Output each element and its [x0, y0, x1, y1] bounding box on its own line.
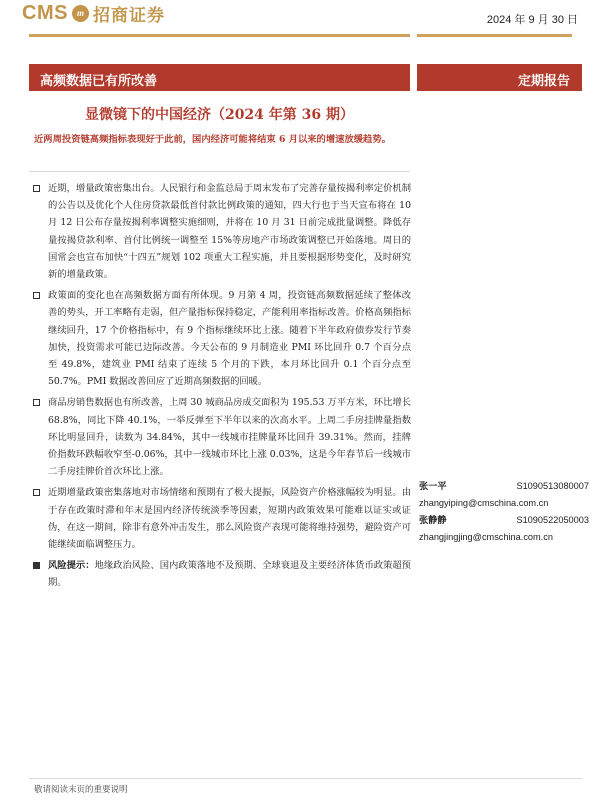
analyst-email: zhangyiping@cmschina.com.cn: [419, 498, 549, 508]
header-divider-left: [29, 34, 410, 37]
report-type-banner: [417, 64, 582, 91]
analyst-email: zhangjingjing@cmschina.com.cn: [419, 532, 553, 542]
header-divider-right: [417, 34, 572, 37]
analyst-license-id: S1090513080007: [516, 481, 589, 491]
report-date: 2024 年 9 月 30 日: [486, 14, 578, 26]
footer-divider: [29, 778, 582, 779]
summary-text: 近两周投资链高频指标表现好于此前，国内经济可能将结束 6 月以来的增速放缓趋势。: [34, 134, 391, 145]
risk-text: 地缘政治风险、国内政策落地不及预期、全球衰退及主要经济体货币政策超预期。: [48, 560, 411, 589]
headline-text: 高频数据已有所改善: [40, 74, 158, 89]
analyst-name: 张一平: [419, 481, 447, 492]
bullet-text: 近期增量政策密集落地对市场情绪和预期有了极大提振，风险资产价格涨幅较为明显。由于存在政策时滞和年末是国内经济传统淡季等因素，短期内政策效果可能难以证实或证伪，在这一期间，除非有意外冲击发生，那么风险资产表现可能将维持强势，避险资产可能继续面临调整压力。: [48, 487, 411, 551]
analyst-license-id: S1090522050003: [516, 515, 589, 525]
bullet-text: 近期，增量政策密集出台。人民银行和金监总局于周末发布了完善存量按揭利率定价机制的公告以及优化个人住房贷款最低首付款比例政策的通知，四大行也于当天宣布将在 10 月 12 日公布存量按揭利率调整实施细则，并将在 10 月 31 日前完成批量调整。降低存量按揭贷款利率、首付比例统一调整至 15%等房地产市场政策调整已开始落地。周日的国常会也宣布加快“十四五”规划 102 项重大工程实施，并且要根据形势变化，及时研究新的增量政策。: [48, 183, 411, 281]
bullet-text: 政策面的变化也在高频数据方面有所体现。9 月第 4 周，投资链高频数据延续了整体改善的势头，开工率略有走弱，但产量指标保持稳定，产能利用率指标改善。价格高频指标继续回升，17 个价格指标中，有 9 个指标继续环比上涨。随着下半年政府债券发行节奏加快，投资需求可能已边际改善。今天公布的 9 月制造业 PMI 环比回升 0.7 个百分点至 49.8%，建筑业 PMI 结束了连续 5 个月的下跌，本月环比回升 0.1 个百分点至 50.7%。PMI 数据改善回应了近期高频数据的回暖。: [48, 290, 411, 388]
bullet-list: [33, 180, 411, 596]
bullet-item: [33, 484, 411, 553]
bullet-square-icon: [33, 489, 40, 496]
bullet-item: [33, 180, 411, 283]
bullet-square-icon: [33, 292, 40, 299]
bullet-item: [33, 287, 411, 390]
bullet-item: [33, 394, 411, 480]
risk-warning: [33, 557, 411, 591]
logo-chinese-name: 招商证券: [92, 5, 165, 26]
headline-banner: [29, 64, 410, 91]
summary-divider: [29, 171, 410, 172]
bullet-text: 商品房销售数据也有所改善，上周 30 城商品房成交面积为 195.53 万平方米，环比增长 68.8%，同比下降 40.1%，一举反弹至下半年以来的次高水平。上周二手房挂牌量指数环比明显回升，读数为 34.84%，其中一线城市挂牌量环比回升 39.31%。然而，挂牌价指数环跌幅收窄至-0.06%，其中一线城市环比上涨 0.03%，这是今年春节后一线城市二手房挂牌价首次环比上涨。: [48, 397, 411, 478]
analyst-panel: [419, 478, 589, 546]
analyst-row: [419, 512, 589, 529]
report-title: 显微镜下的中国经济（2024 年第 36 期）: [84, 107, 355, 123]
bullet-square-icon: [33, 562, 40, 569]
report-type-text: 定期报告: [517, 74, 570, 89]
logo-text: CMS: [22, 1, 68, 24]
company-logo: [22, 0, 165, 26]
bullet-square-icon: [33, 185, 40, 192]
bullet-square-icon: [33, 399, 40, 406]
risk-label: 风险提示：: [48, 560, 95, 572]
analyst-name: 张静静: [419, 515, 447, 526]
footer-disclaimer: 敬请阅读末页的重要说明: [34, 785, 128, 795]
logo-mark-icon: m: [72, 5, 89, 22]
analyst-row: [419, 478, 589, 495]
